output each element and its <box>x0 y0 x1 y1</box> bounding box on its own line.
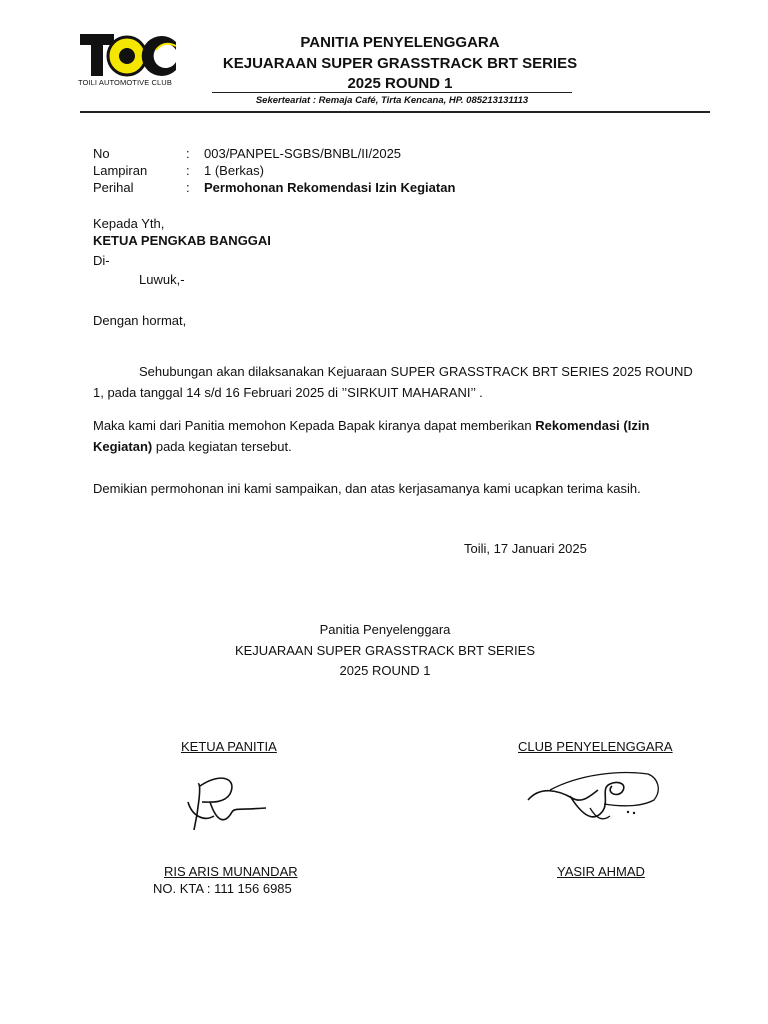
meta-label-perihal: Perihal <box>93 180 134 195</box>
paragraph-2 <box>93 415 703 457</box>
paragraph-2-text-end: pada kegiatan tersebut. <box>152 439 292 454</box>
meta-colon: : <box>186 163 190 178</box>
secretariat-address: Sekerteariat : Remaja Café, Tirta Kencana, HP. 085213131113 <box>255 95 529 106</box>
paragraph-2-bold: Rekomendasi (Izin Kegiatan) <box>93 418 650 454</box>
meta-value-no: 003/PANPEL-SGBS/BNBL/II/2025 <box>204 146 402 161</box>
signature-left <box>180 772 270 834</box>
closing-line-1: Panitia Penyelenggara <box>319 622 451 637</box>
header-divider-thin <box>212 92 572 93</box>
recipient-name: KETUA PENGKAB BANGGAI <box>93 233 271 248</box>
meta-colon: : <box>186 146 190 161</box>
meta-value-lampiran: 1 (Berkas) <box>204 163 264 178</box>
recipient-greeting: Kepada Yth, <box>93 216 165 231</box>
letterhead-title-2: KEJUARAAN SUPER GRASSTRACK BRT SERIES <box>222 55 578 72</box>
paragraph-3: Demikian permohonan ini kami sampaikan, dan atas kerjasamanya kami ucapkan terima kasih. <box>93 481 641 496</box>
signatory-right-title: CLUB PENYELENGGARA <box>518 739 673 754</box>
meta-value-perihal: Permohonan Rekomendasi Izin Kegiatan <box>204 180 456 195</box>
meta-label-no: No <box>93 146 110 161</box>
closing-line-2: KEJUARAAN SUPER GRASSTRACK BRT SERIES <box>234 643 536 658</box>
paragraph-2-text: Maka kami dari Panitia memohon Kepada Bapak kiranya dapat memberikan <box>93 418 536 433</box>
recipient-di: Di- <box>93 253 110 268</box>
signatory-left-name: RIS ARIS MUNANDAR <box>164 864 298 879</box>
meta-colon: : <box>186 180 190 195</box>
signatory-left-title: KETUA PANITIA <box>181 739 277 754</box>
letterhead-title-1: PANITIA PENYELENGGARA <box>300 34 500 51</box>
meta-label-lampiran: Lampiran <box>93 163 148 178</box>
closing-line-3: 2025 ROUND 1 <box>339 663 431 678</box>
signatory-left-kta: NO. KTA : 111 156 6985 <box>153 881 292 896</box>
letterhead-title-3: 2025 ROUND 1 <box>347 75 453 92</box>
recipient-place: Luwuk,- <box>139 272 185 287</box>
signatory-right-name: YASIR AHMAD <box>557 864 645 879</box>
paragraph-1: Sehubungan akan dilaksanakan Kejuaraan SUPER GRASSTRACK BRT SERIES 2025 ROUND 1, pada tanggal 14 s/d 16 Februari 2025 di ’’SIRKUIT MAHARANI’’ . <box>93 364 693 400</box>
logo-caption: TOILI AUTOMOTIVE CLUB <box>78 78 172 87</box>
header-divider-thick <box>80 111 710 113</box>
salutation: Dengan hormat, <box>93 313 187 328</box>
signature-right <box>520 768 665 830</box>
date-line: Toili, 17 Januari 2025 <box>464 541 587 556</box>
